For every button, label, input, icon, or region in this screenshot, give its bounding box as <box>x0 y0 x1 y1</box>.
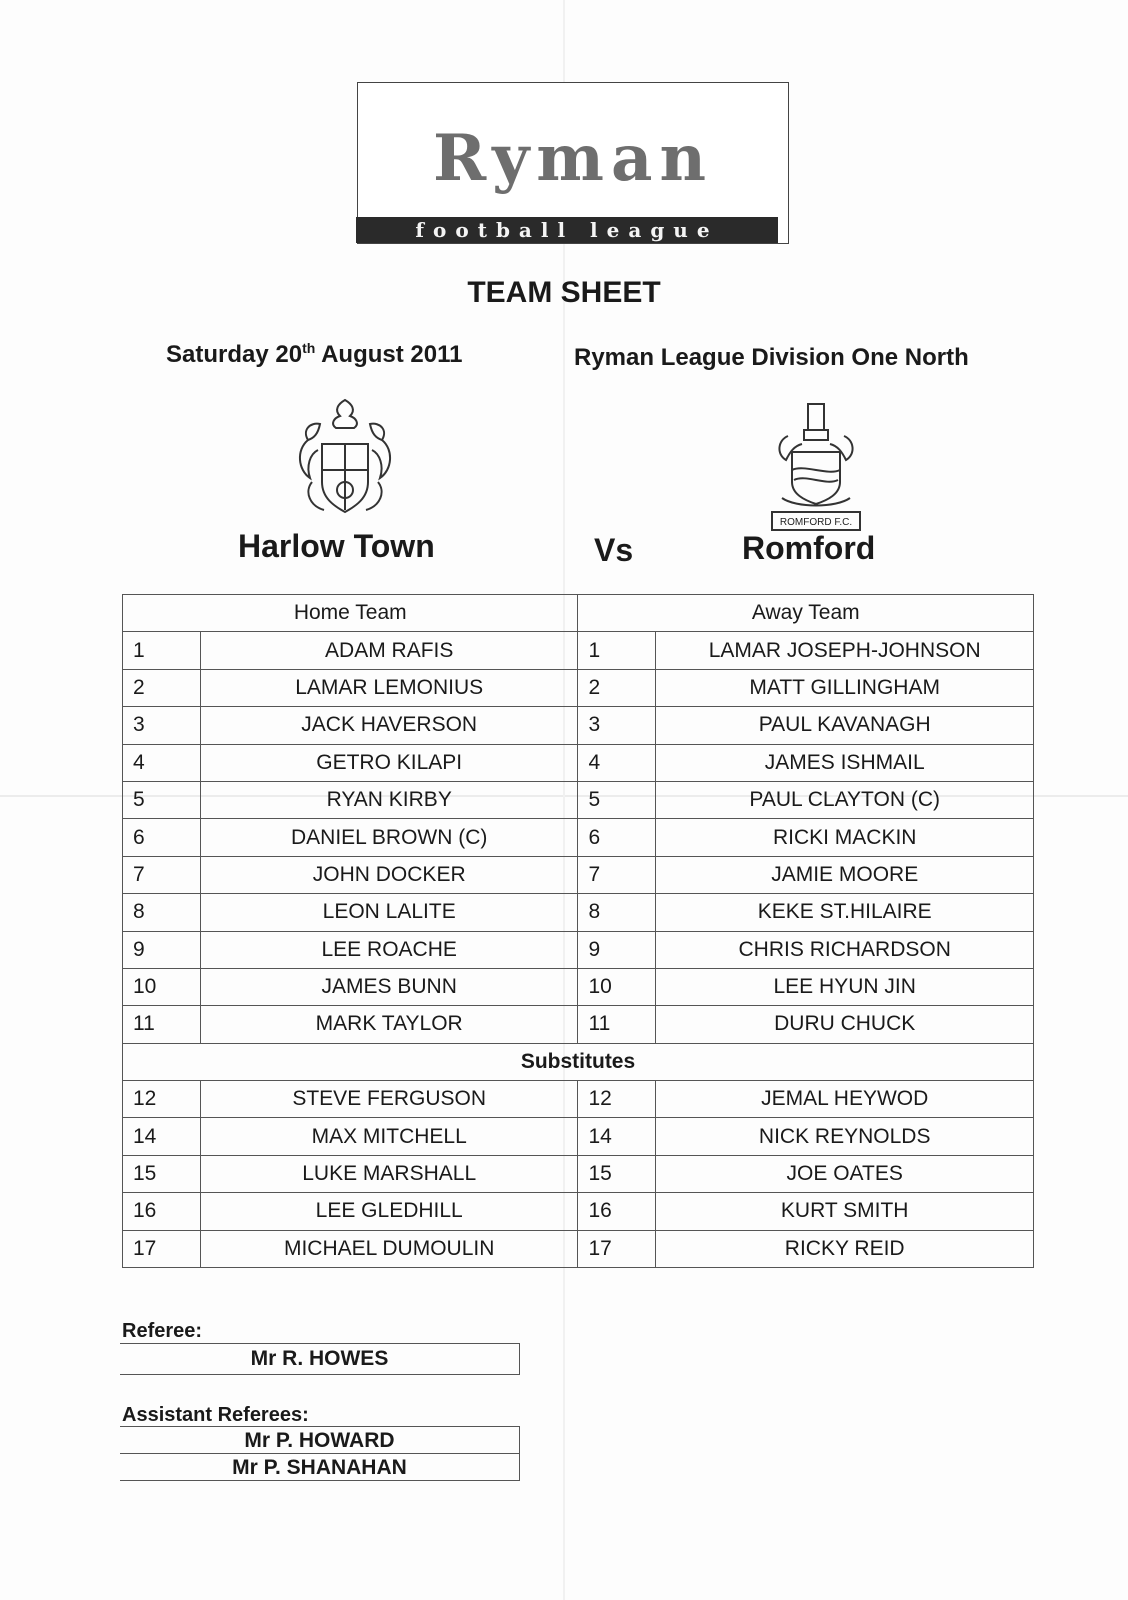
page-title: TEAM SHEET <box>467 276 661 309</box>
home-player-name: JAMES BUNN <box>200 968 578 1005</box>
ryman-logo <box>357 82 789 244</box>
away-player-name: LEE HYUN JIN <box>656 968 1034 1005</box>
competition-name: Ryman League Division One North <box>574 344 969 371</box>
away-player-name: PAUL CLAYTON (C) <box>656 781 1034 818</box>
away-player-name: JOE OATES <box>656 1155 1034 1192</box>
home-player-name: MARK TAYLOR <box>200 1006 578 1043</box>
home-player-name: STEVE FERGUSON <box>200 1081 578 1118</box>
starters-section <box>123 632 1034 1043</box>
away-shirt-number: 10 <box>578 968 656 1005</box>
away-shirt-number: 7 <box>578 856 656 893</box>
home-team-header: Home Team <box>123 595 578 632</box>
away-player-name: JAMES ISHMAIL <box>656 744 1034 781</box>
assistant-referee: Mr P. HOWARD <box>120 1427 519 1454</box>
home-player-name: GETRO KILAPI <box>200 744 578 781</box>
substitutes-header-row <box>123 1043 1034 1080</box>
home-shirt-number: 1 <box>123 632 201 669</box>
home-shirt-number: 5 <box>123 781 201 818</box>
home-shirt-number: 15 <box>123 1155 201 1192</box>
away-shirt-number: 16 <box>578 1193 656 1230</box>
romford-crest-label: ROMFORD F.C. <box>779 517 853 528</box>
away-player-name: KEKE ST.HILAIRE <box>656 894 1034 931</box>
home-player-name: RYAN KIRBY <box>200 781 578 818</box>
assistant-referee: Mr P. SHANAHAN <box>120 1454 519 1481</box>
away-player-name: PAUL KAVANAGH <box>656 707 1034 744</box>
away-shirt-number: 17 <box>578 1230 656 1267</box>
home-player-name: JACK HAVERSON <box>200 707 578 744</box>
table-row <box>123 632 1034 669</box>
away-player-name: NICK REYNOLDS <box>656 1118 1034 1155</box>
table-row <box>123 968 1034 1005</box>
away-team-name: Romford <box>742 530 876 566</box>
away-player-name: DURU CHUCK <box>656 1006 1034 1043</box>
home-shirt-number: 17 <box>123 1230 201 1267</box>
table-row <box>123 707 1034 744</box>
home-shirt-number: 7 <box>123 856 201 893</box>
away-player-name: JEMAL HEYWOD <box>656 1081 1034 1118</box>
away-player-name: MATT GILLINGHAM <box>656 669 1034 706</box>
referee-name: Mr R. HOWES <box>120 1343 520 1375</box>
logo-wordmark: Ryman <box>433 121 713 196</box>
home-shirt-number: 8 <box>123 894 201 931</box>
away-shirt-number: 5 <box>578 781 656 818</box>
table-row <box>123 781 1034 818</box>
home-player-name: ADAM RAFIS <box>200 632 578 669</box>
home-player-name: MAX MITCHELL <box>200 1118 578 1155</box>
table-row <box>123 1230 1034 1267</box>
away-shirt-number: 1 <box>578 632 656 669</box>
home-shirt-number: 12 <box>123 1081 201 1118</box>
home-team-name: Harlow Town <box>238 528 435 564</box>
table-row <box>123 819 1034 856</box>
home-player-name: LAMAR LEMONIUS <box>200 669 578 706</box>
table-header-row <box>123 595 1034 632</box>
versus-label: Vs <box>594 532 634 568</box>
table-row <box>123 1193 1034 1230</box>
away-shirt-number: 6 <box>578 819 656 856</box>
logo-tagline: football league <box>356 217 778 243</box>
table-row <box>123 931 1034 968</box>
away-shirt-number: 2 <box>578 669 656 706</box>
away-shirt-number: 12 <box>578 1081 656 1118</box>
home-shirt-number: 14 <box>123 1118 201 1155</box>
away-player-name: CHRIS RICHARDSON <box>656 931 1034 968</box>
home-player-name: MICHAEL DUMOULIN <box>200 1230 578 1267</box>
table-row <box>123 1118 1034 1155</box>
home-shirt-number: 6 <box>123 819 201 856</box>
away-player-name: KURT SMITH <box>656 1193 1034 1230</box>
home-player-name: LEE ROACHE <box>200 931 578 968</box>
away-player-name: LAMAR JOSEPH-JOHNSON <box>656 632 1034 669</box>
home-player-name: DANIEL BROWN (C) <box>200 819 578 856</box>
away-player-name: RICKI MACKIN <box>656 819 1034 856</box>
assistant-referees-list <box>120 1426 520 1481</box>
home-player-name: LUKE MARSHALL <box>200 1155 578 1192</box>
table-row <box>123 669 1034 706</box>
home-player-name: LEE GLEDHILL <box>200 1193 578 1230</box>
substitutes-section <box>123 1081 1034 1268</box>
home-shirt-number: 2 <box>123 669 201 706</box>
assistant-referees-label: Assistant Referees: <box>122 1404 309 1426</box>
home-shirt-number: 4 <box>123 744 201 781</box>
away-shirt-number: 8 <box>578 894 656 931</box>
team-sheet-table <box>122 594 1034 1268</box>
away-shirt-number: 3 <box>578 707 656 744</box>
away-team-header: Away Team <box>578 595 1034 632</box>
away-shirt-number: 14 <box>578 1118 656 1155</box>
substitutes-label: Substitutes <box>123 1043 1034 1080</box>
match-date: Saturday 20th August 2011 <box>166 340 463 368</box>
harlow-town-crest-icon <box>290 394 400 524</box>
table-row <box>123 894 1034 931</box>
away-player-name: RICKY REID <box>656 1230 1034 1267</box>
home-player-name: JOHN DOCKER <box>200 856 578 893</box>
home-shirt-number: 10 <box>123 968 201 1005</box>
home-shirt-number: 3 <box>123 707 201 744</box>
home-shirt-number: 11 <box>123 1006 201 1043</box>
away-shirt-number: 15 <box>578 1155 656 1192</box>
table-row <box>123 1081 1034 1118</box>
referee-label: Referee: <box>122 1320 203 1342</box>
home-shirt-number: 16 <box>123 1193 201 1230</box>
away-player-name: JAMIE MOORE <box>656 856 1034 893</box>
home-player-name: LEON LALITE <box>200 894 578 931</box>
table-row <box>123 1006 1034 1043</box>
away-shirt-number: 4 <box>578 744 656 781</box>
romford-fc-crest-icon <box>768 400 864 532</box>
home-shirt-number: 9 <box>123 931 201 968</box>
away-shirt-number: 9 <box>578 931 656 968</box>
away-shirt-number: 11 <box>578 1006 656 1043</box>
table-row <box>123 1155 1034 1192</box>
table-row <box>123 856 1034 893</box>
table-row <box>123 744 1034 781</box>
